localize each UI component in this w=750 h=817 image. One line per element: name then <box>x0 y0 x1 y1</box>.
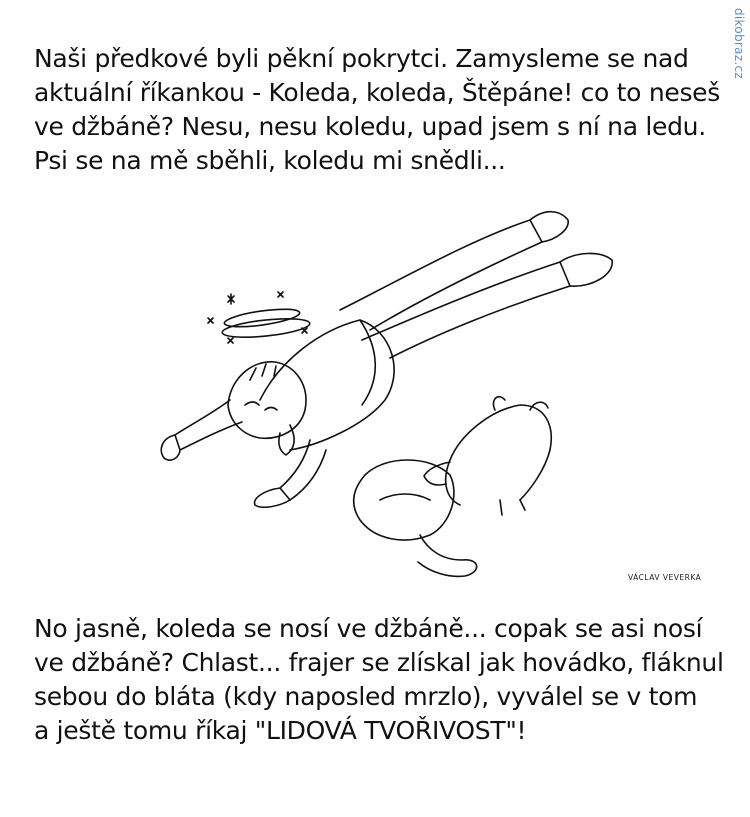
comment-text <box>34 612 724 748</box>
intro-line: Psi se na mě sběhli, koledu mi snědli... <box>34 146 506 175</box>
intro-line: aktuální říkankou - Koleda, koleda, Štěpáne! co to neseš <box>34 78 720 107</box>
comment-line: a ještě tomu říkaj "LIDOVÁ TVOŘIVOST"! <box>34 716 527 745</box>
cartoon-illustration <box>150 200 620 585</box>
intro-line: Naši předkové byli pěkní pokrytci. Zamysleme se nad <box>34 44 689 73</box>
artist-signature: VÁCLAV VEVERKA <box>628 573 702 582</box>
halo-rings <box>221 306 310 341</box>
dog <box>424 397 551 515</box>
intro-text <box>34 42 724 178</box>
comment-line: sebou do bláta (kdy naposled mrzlo), vyválel se v tom <box>34 682 698 711</box>
watermark: dikobraz.cz <box>732 8 746 80</box>
comment-line: ve džbáně? Chlast... frajer se zlískal jak hovádko, fláknul <box>34 648 724 677</box>
jug <box>354 460 477 576</box>
comment-line: No jasně, koleda se nosí ve džbáně... copak se asi nosí <box>34 614 703 643</box>
intro-line: ve džbáně? Nesu, nesu koledu, upad jsem s ní na ledu. <box>34 112 706 141</box>
